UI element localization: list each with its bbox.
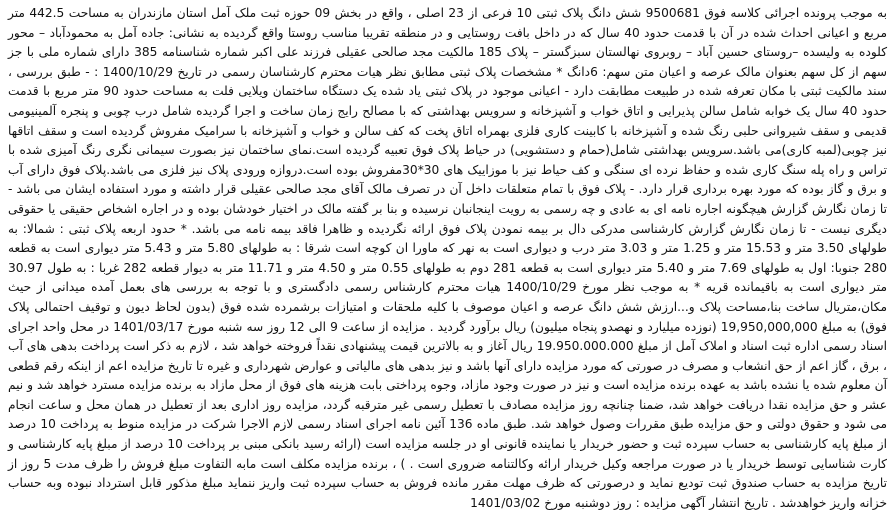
notice-body-text: به موجب پرونده اجرائی کلاسه فوق 9500681 شش دانگ پلاک ثبتی 10 فرعی از 23 اصلی ، واقع در بخش 09 حوزه ثبت ملک آمل استان مازندران به مساحت 442.5 متر مربع و اعیانی احداث شده در آن با قدمت حدود 40 سال که در داخل بافت روستایی و در منطقه تقریبا مناسب روستا واقع گردیده به نشانی: جاده آمل به محمودآباد – محور کلوده به ولیسده –روستای حسین آباد – روبروی نهالستان سبزگستر – پلاک 185 مالکیت مجد صالحی عقیلی فرزند علی اکبر شماره شناسنامه 385 دارای شماره ملی با جز سهم از کل سهم بعنوان مالک عرصه و اعیان متن سهم: 6دانگ * مشخصات پلاک ثبتی مطابق نظر هیات محترم کارشناسان رسمی در تاریخ 1400/10/29 : - طبق بررسی ، سند مالکیت ثبتی با مکان تعرفه شده در طبیعت مطابقت دارد - اعیانی موجود در پلاک ثبتی یاد شده یک دستگاه ساختمان ویلایی فلت به مساحت حدود 90 متر مربع با قدمت حدود 40 سال یک خوابه شامل سالن پذیرایی و اتاق خواب و آشپزخانه و سرویس بهداشتی که با مصالح رایج زمان ساخت و اجرا گردیده شامل درب چوبی و پنجره آلمینیومی قدیمی و سقف شیروانی حلبی رنگ شده و آشپزخانه با کابینت کاری فلزی بهمراه اتاق پخت که کف سالن و خواب و آشپزخانه با سرامیک مفروش گردیده است و سقف اتاقها نیز چوبی(لمبه کاری)می باشد.سرویس بهداشتی شامل(حمام و دستشویی) در حیاط پلاک فوق تعبیه گردیده است.نمای ساختمان نیز بصورت سیمانی نگری رنگ آمیزی شده با تراس و راه پله سنگ کاری شده و حفاظ نرده ای سنگی و کف حیاط نیز با موزاییک های 30*30مفروش بوده است.دروازه ورودی پلاک نیز فلزی می باشد.پلاک فوق دارای آب و برق و گاز بوده که مورد بهره برداری قرار دارد. - پلاک فوق با تمام متعلقات داخل آن در تصرف مالک آقای مجد صالحی عقیلی قرار داشته و مورد استفاده ایشان می باشد - تا زمان نگارش گزارش هیچگونه اجاره نامه ای به عادی و چه رسمی به رویت اینجانبان نرسیده و بنا بر گفته مالک در اختیار خودشان بوده و در اجاره اشخاص حقیقی یا حقوقی دیگری نیست - تا زمان نگارش گزارش کارشناسی مدرکی دال بر بیمه نمودن پلاک فوق ارائه نگردیده و ظاهرا فاقد بیمه نامه می باشد. * حدود اربعه پلاک ثبتی : شمالا: به طولهای 3.50 متر و 15.53 متر و 1.25 متر و 3.03 متر درب و دیواری است به نهر که ماورا ان کوچه است شرقا : به طولهای 5.80 متر و 5.43 متر دیواری است به قطعه 280 جنوبا: اول به طولهای 7.69 متر و 5.40 متر دیواری است به قطعه 281 دوم به طولهای 0.55 متر و 4.50 متر و 11.71 متر به دیوار قطعه 282 غربا : به طول 30.97 متر دیواری است به باقیمانده قریه * به موجب نظر مورخ 1400/10/29 هیات محترم کارشناس رسمی دادگستری و با توجه به بررسی های بعمل آمده میدانی از حیث مکان،متریال ساخت بنا،مساحت پلاک و...ارزش شش دانگ عرصه و اعیان موصوف با کلیه ملحقات و امتیازات برشمرده شده فوق (بدون لحاظ دیون و توقیف احتمالی پلاک فوق) به مبلغ 19,950,000,000 (نوزده میلیارد و نهصدو پنجاه میلیون) ریال برآورد گردید . مزایده از ساعت 9 الی 12 روز سه شنبه مورخ 1401/03/17 در محل واحد اجرای اسناد رسمی اداره ثبت اسناد و املاک آمل از مبلغ 19.950.000.000 ریال آغاز و به بالاترین قیمت پیشنهادی نقداً فروخته خواهد شد ، لازم به ذکر است پرداخت بدهی های آب ، برق ، گاز اعم از حق انشعاب و مصرف در صورتی که مورد مزایده دارای آنها باشد و نیز بدهی های مالیاتی و عوارض شهرداری و غیره تا تاریخ مزایده اعم از اینکه رقم قطعی آن معلوم شده یا نشده باشد به عهده برنده مزایده است و نیز در صورت وجود مازاد، وجوه پرداختی بابت هزینه های فوق از محل مازاد به برنده مزایده مسترد خواهد شد و نیم عشر و حق مزایده نقدا دریافت خواهد شد، ضمنا چنانچه روز مزایده مصادف با تعطیل رسمی غیر مترقبه گردد، مزایده روز اداری بعد از تعطیل در همان محل و ساعت انجام می شود و حقوق دولتی و حق مزایده طبق مقررات وصول خواهد شد. طبق ماده 136 آئین نامه اجرای اسناد رسمی لازم الاجرا شرکت در مزایده منوط به پرداخت 10 درصد از مبلغ پایه کارشناسی به حساب سپرده ثبت و حضور خریدار یا نماینده قانونی او در جلسه مزایده است (ارائه رسید بانکی مبنی بر پرداخت 10 درصد از مبلغ پایه کارشناسی و کارت شناسایی توسط خریدار یا در صورت مراجعه وکیل خریدار ارائه وکالتنامه ضروری است . ) ، برنده مزایده مکلف است مابه التفاوت مبلغ فروش را ظرف مدت 5 روز از تاریخ مزایده به حساب صندوق ثبت تودیع نماید و درصورتی که ظرف مهلت مقرر مانده فروش به حساب سپرده ثبت واریز ننماید مبلغ مذکور قابل استرداد نبوده وبه حساب خزانه واریز خواهدشد . تاریخ انتشار آگهی مزایده : روز دوشنبه مورخ 1401/03/02: [8, 6, 888, 510]
